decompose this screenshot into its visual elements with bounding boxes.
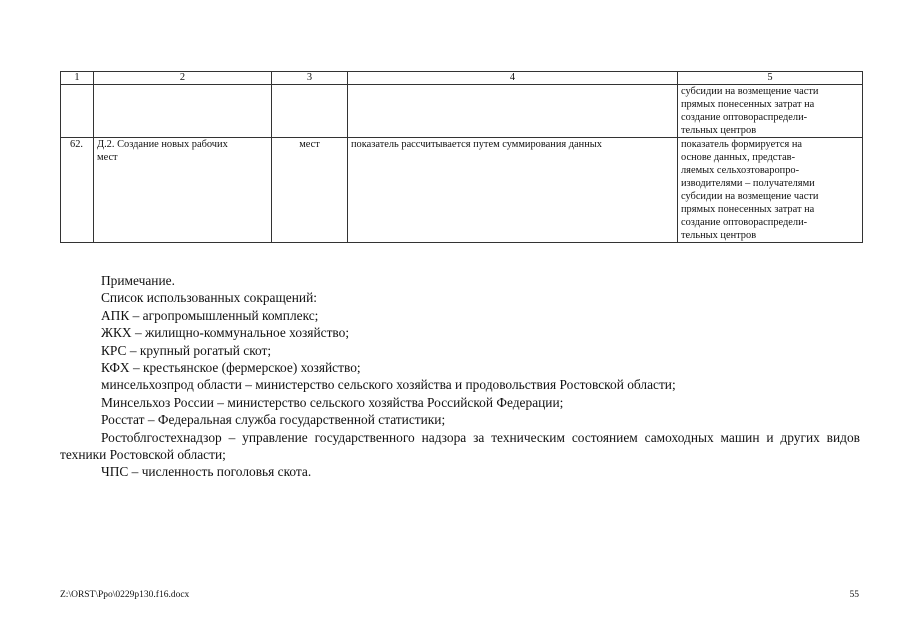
indicator-table [60, 71, 863, 243]
abbreviation-item: минсельхозпрод области – министерство сельского хозяйства и продовольствия Ростовской области; [101, 377, 676, 393]
abbreviation-item: АПК – агропромышленный комплекс; [101, 307, 319, 323]
source-cell [678, 138, 863, 243]
method-cell [348, 85, 678, 138]
abbreviation-item: Росстат – Федеральная служба государственной статистики; [101, 412, 446, 428]
source-line: показатель формируется на [681, 139, 803, 150]
abbreviation-item: ЧПС – численность поголовья скота. [101, 464, 312, 480]
source-line: тельных центров [681, 125, 757, 136]
source-line: ляемых сельхозтоваропро- [681, 165, 800, 176]
name-line: Д.2. Создание новых рабочих [97, 139, 228, 150]
table-row [61, 138, 863, 243]
abbreviation-item: ЖКХ – жилищно-коммунальное хозяйство; [101, 325, 350, 341]
source-line: изводителями – получателями [681, 178, 815, 189]
unit-cell: мест [272, 138, 348, 243]
source-line: создание оптовораспредели- [681, 217, 808, 228]
table-header-row [61, 72, 863, 85]
source-line: прямых понесенных затрат на [681, 204, 815, 215]
header-col-5: 5 [678, 72, 863, 85]
header-col-4: 4 [348, 72, 678, 85]
footer-file-path: Z:\ORST\Ppo\0229p130.f16.docx [60, 590, 190, 600]
abbreviations-intro: Список использованных сокращений: [101, 290, 317, 306]
indicator-name-cell [94, 138, 272, 243]
source-line: субсидии на возмещение части [681, 86, 819, 97]
footer-page-number: 55 [849, 590, 859, 600]
abbreviation-item: КРС – крупный рогатый скот; [101, 342, 272, 358]
source-line: основе данных, представ- [681, 152, 796, 163]
abbreviation-item: Ростоблгостехнадзор – управление государственного надзора за техническим состоянием самоходных машин и других видов техники Ростовской области; [60, 429, 860, 463]
notes-title: Примечание. [101, 273, 175, 288]
header-col-3: 3 [272, 72, 348, 85]
source-line: субсидии на возмещение части [681, 191, 819, 202]
row-number-cell [61, 85, 94, 138]
source-line: тельных центров [681, 230, 757, 241]
notes-section [60, 272, 860, 481]
source-cell [678, 85, 863, 138]
header-col-1: 1 [61, 72, 94, 85]
unit-cell [272, 85, 348, 138]
source-line: прямых понесенных затрат на [681, 99, 815, 110]
abbreviation-item: Минсельхоз России – министерство сельского хозяйства Российской Федерации; [101, 394, 564, 410]
header-col-2: 2 [94, 72, 272, 85]
table-row [61, 85, 863, 138]
name-line: мест [97, 152, 118, 163]
source-line: создание оптовораспредели- [681, 112, 808, 123]
indicator-name-cell [94, 85, 272, 138]
abbreviation-item: КФХ – крестьянское (фермерское) хозяйство; [101, 360, 361, 376]
row-number-cell: 62. [61, 138, 94, 243]
method-cell: показатель рассчитывается путем суммирования данных [348, 138, 678, 243]
